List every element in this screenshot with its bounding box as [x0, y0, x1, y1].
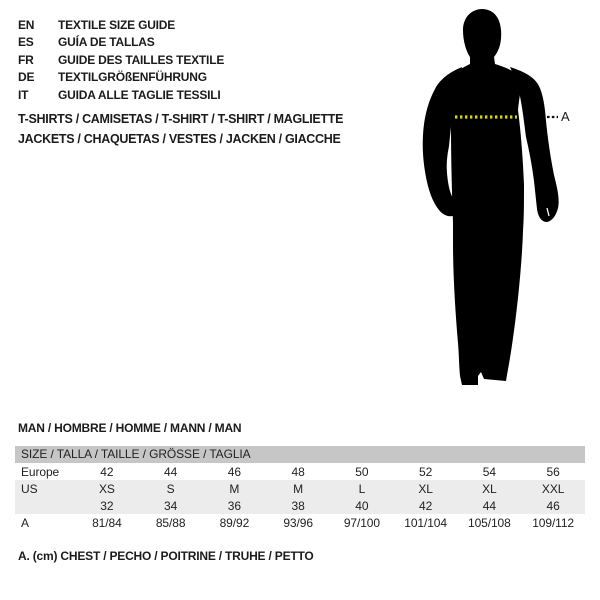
table-row-europe	[15, 463, 585, 480]
table-cell: 50	[355, 464, 369, 479]
table-row-us	[15, 480, 585, 497]
table-cell: 105/108	[468, 515, 511, 530]
category-jackets: JACKETS / CHAQUETAS / VESTES / JACKEN / GIACCHE	[18, 131, 341, 146]
table-cell: 56	[546, 464, 560, 479]
table-cell: XS	[98, 481, 115, 496]
table-cell: 85/88	[155, 515, 186, 530]
size-table-header: SIZE / TALLA / TAILLE / GRÖSSE / TAGLIA	[15, 446, 585, 463]
row-label: A	[21, 515, 29, 530]
table-cell: 48	[291, 464, 305, 479]
table-cell: XXL	[541, 481, 565, 496]
table-cell: 93/96	[283, 515, 313, 530]
language-row-de	[18, 69, 224, 87]
table-cell: 44	[164, 464, 178, 479]
section-title-man: MAN / HOMBRE / HOMME / MANN / MAN	[18, 421, 242, 435]
language-title: GUIDE DES TAILLES TEXTILE	[58, 52, 225, 67]
language-code: ES	[18, 35, 34, 50]
size-table	[15, 446, 585, 531]
table-cell: 101/104	[404, 515, 447, 530]
table-cell: 32	[100, 498, 114, 513]
language-title-list	[18, 16, 224, 104]
language-row-it	[18, 86, 224, 104]
language-title: GUIDA ALLE TAGLIE TESSILI	[58, 87, 221, 102]
table-cell: L	[358, 481, 366, 496]
table-cell: 46	[546, 498, 560, 513]
table-cell: 109/112	[532, 515, 575, 530]
table-cell: 40	[355, 498, 369, 513]
row-label: US	[21, 481, 38, 496]
table-row-numeric	[15, 497, 585, 514]
table-cell: 36	[227, 498, 241, 513]
language-row-fr	[18, 51, 224, 69]
language-title: GUÍA DE TALLAS	[58, 35, 155, 50]
table-row-chest-cm	[15, 514, 585, 531]
table-cell: 44	[482, 498, 496, 513]
table-cell: 52	[419, 464, 433, 479]
measure-label-a: A	[561, 109, 570, 124]
language-row-en	[18, 16, 224, 34]
table-cell: M	[229, 481, 240, 496]
man-silhouette-svg	[410, 5, 580, 395]
language-title: TEXTILGRÖßENFÜHRUNG	[58, 70, 207, 85]
language-code: FR	[18, 52, 34, 67]
table-cell: XL	[482, 481, 497, 496]
table-cell: 42	[100, 464, 114, 479]
language-title: TEXTILE SIZE GUIDE	[58, 17, 176, 32]
table-cell: 38	[291, 498, 305, 513]
table-cell: 81/84	[92, 515, 122, 530]
language-code: IT	[18, 87, 29, 102]
table-cell: M	[293, 481, 304, 496]
man-silhouette-figure	[410, 5, 580, 395]
garment-categories	[18, 110, 343, 149]
table-cell: 89/92	[219, 515, 250, 530]
chest-measure-footnote: A. (cm) CHEST / PECHO / POITRINE / TRUHE / PETTO	[18, 549, 314, 563]
table-cell: 54	[482, 464, 496, 479]
language-code: EN	[18, 17, 35, 32]
man-silhouette-body	[449, 9, 524, 385]
table-cell: S	[166, 481, 175, 496]
table-cell: 42	[419, 498, 433, 513]
table-cell: XL	[418, 481, 433, 496]
table-cell: 34	[164, 498, 178, 513]
language-row-es	[18, 34, 224, 52]
category-tshirts: T-SHIRTS / CAMISETAS / T-SHIRT / T-SHIRT / MAGLIETTE	[18, 112, 344, 126]
table-cell: 97/100	[343, 515, 380, 530]
row-label: Europe	[21, 464, 60, 479]
table-cell: 46	[227, 464, 241, 479]
language-code: DE	[18, 70, 35, 85]
